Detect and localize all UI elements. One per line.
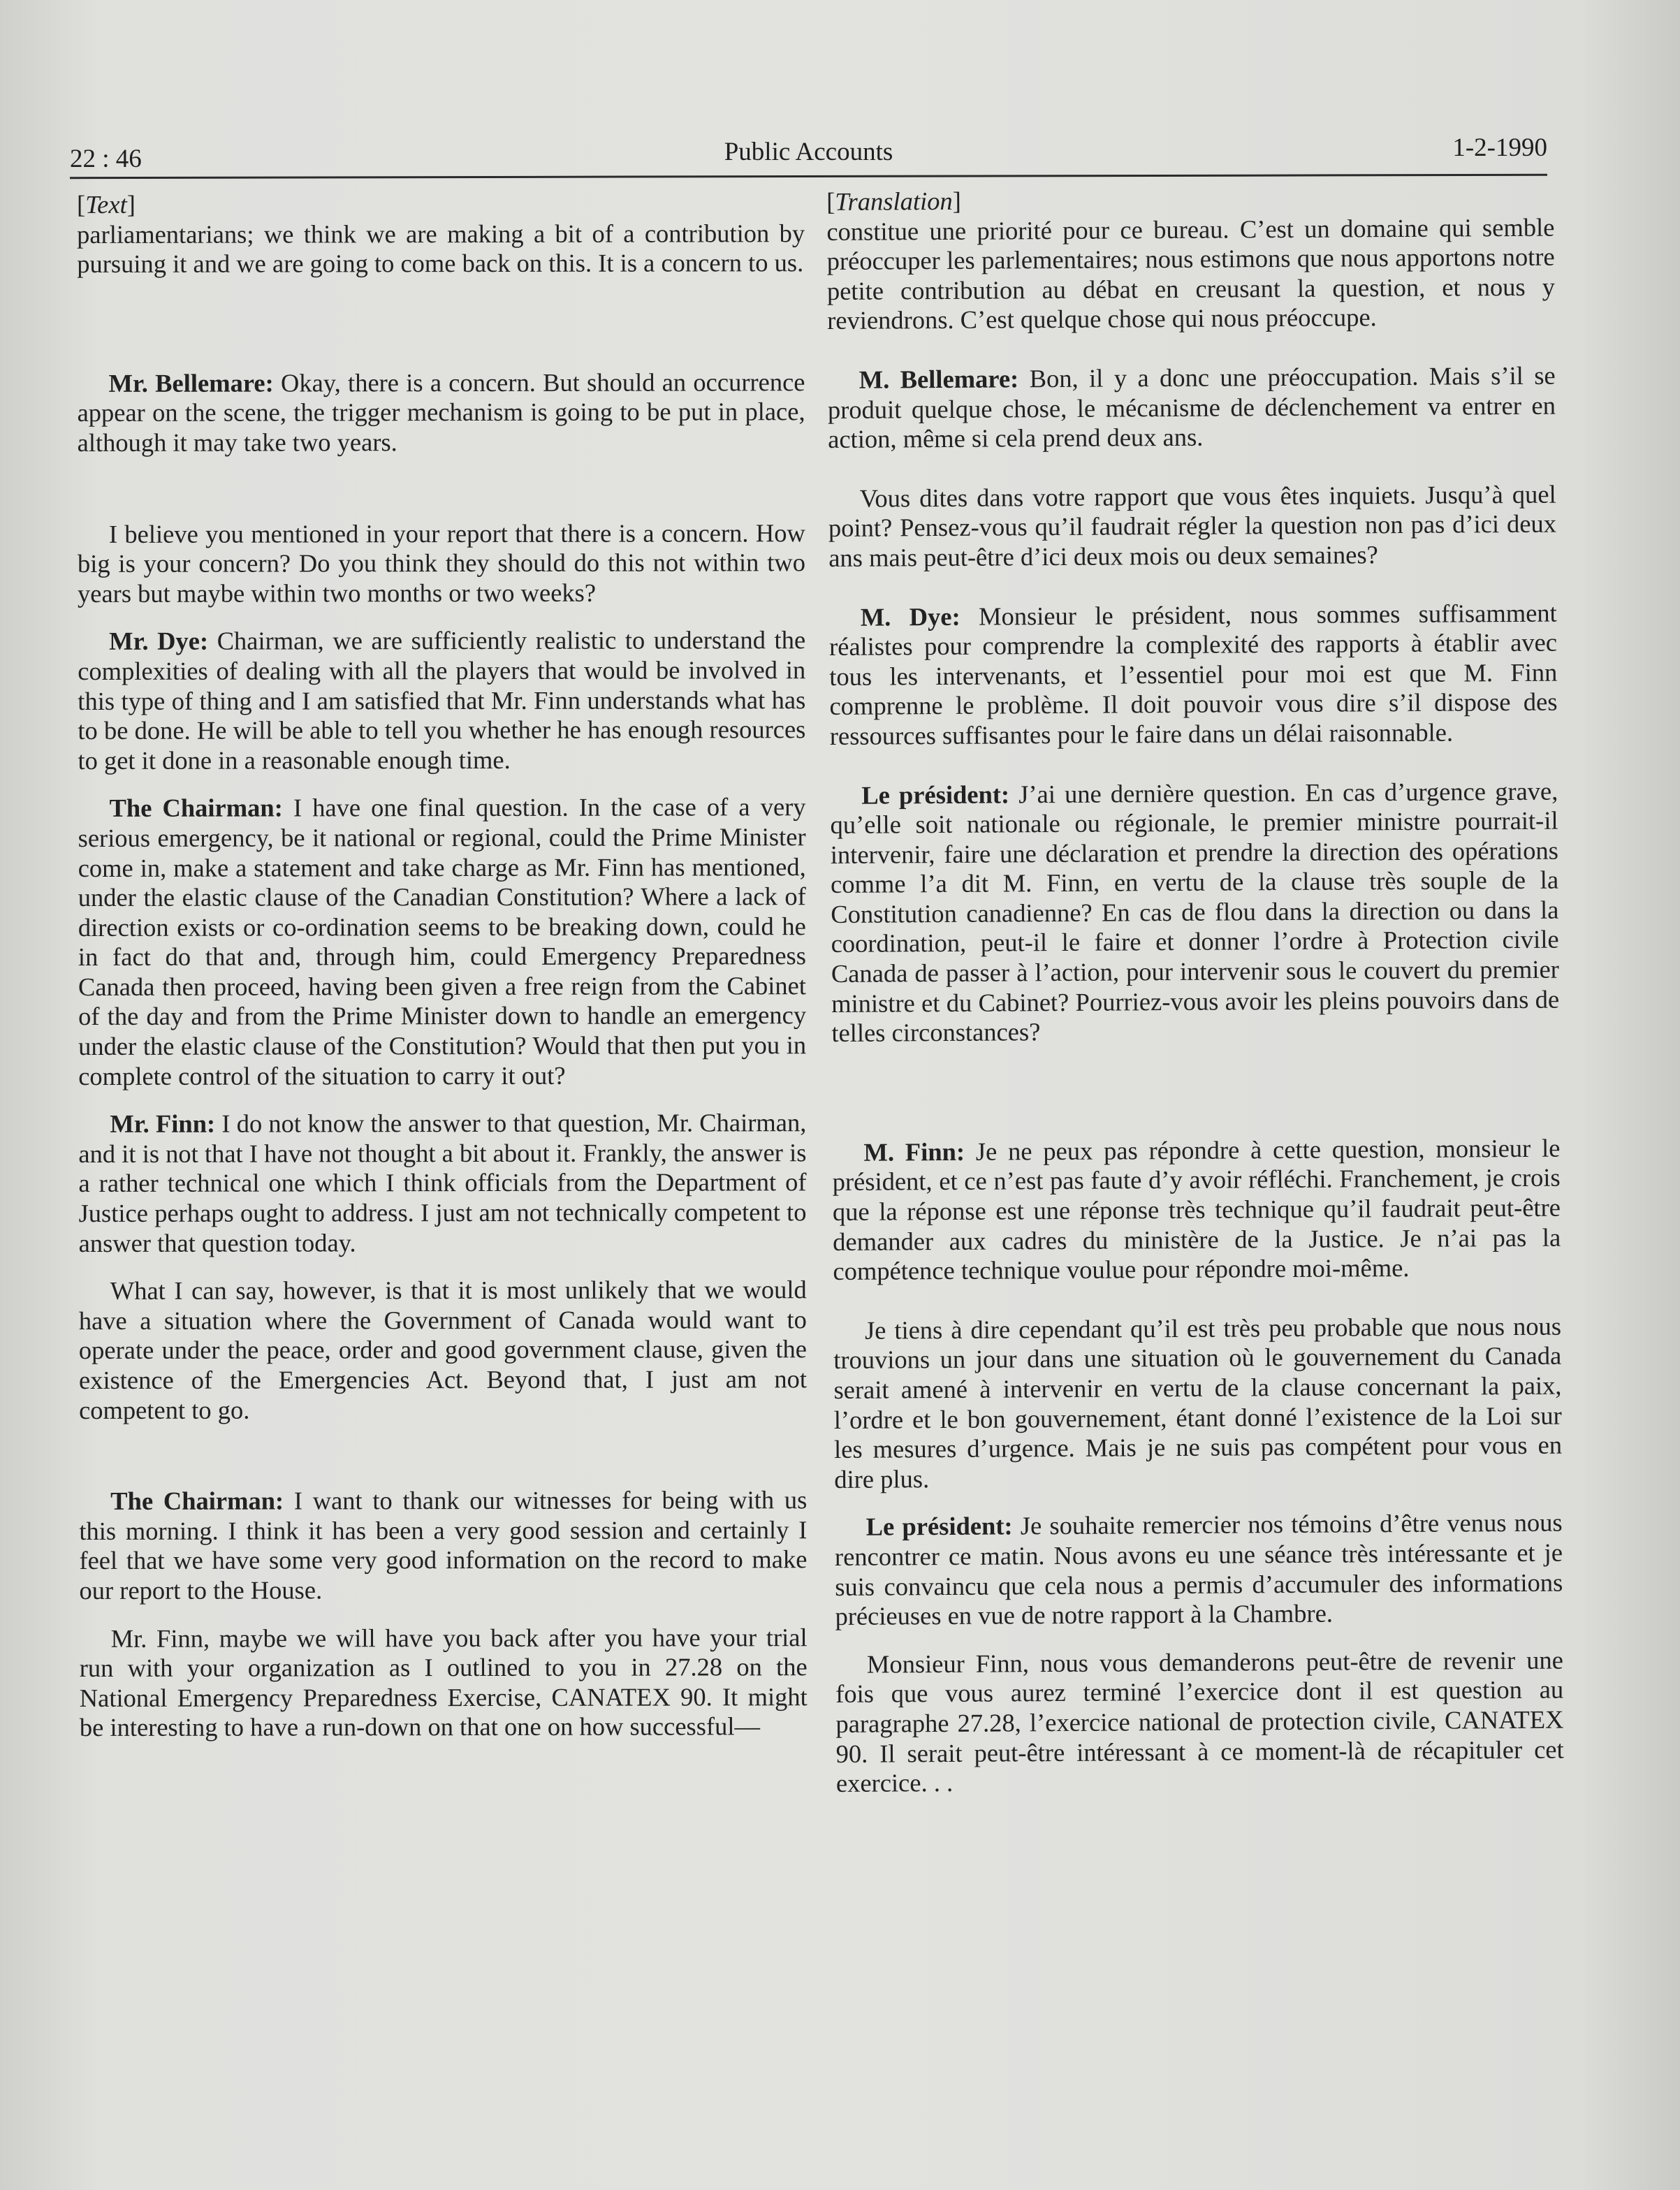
- speaker-name: M. Dye:: [860, 601, 960, 632]
- paragraph: What I can say, however, is that it is most unlikely that we would have a situation where the Government of Canada would want to operate under the peace, order and good government clause, given the existence of the Emergencies Act. Beyond that, I just am not competent to go.: [78, 1275, 808, 1424]
- speaker-name: The Chairman:: [109, 793, 283, 823]
- language-label: [Text]: [77, 189, 136, 219]
- french-column: [826, 183, 1564, 1799]
- speaker-name: Le président:: [865, 1511, 1013, 1542]
- speech-chairman: The Chairman: I have one final question. In the case of a very serious emergency, be it national or regional, could the Prime Minister come in, make a statement and take charge as Mr. Finn has mentioned, under the elastic clause of the Canadian Constitution? Where a lack of direction exists or co-ordination seems to be breaking down, could he in fact do that and, through him, could Emergency Preparedness Canada then proceed, having been given a free reign from the Cabinet of the day and from the Prime Minister down to handle an emergency under the elastic clause of the Constitution? Would that then put you in complete control of the situation to carry it out?: [78, 792, 807, 1090]
- paragraph: parliamentarians; we think we are making a bit of a contribution by pursuing it and we are going to come back on this. It is a concern to us.: [77, 218, 805, 279]
- speech-bellemare: M. Bellemare: Bon, il y a donc une préoccupation. Mais s’il se produit quelque chose, le mécanisme de déclenchement va entrer en action, même si cela prend deux ans.: [827, 360, 1556, 454]
- paragraph: Vous dites dans votre rapport que vous êtes inquiets. Jusqu’à quel point? Pensez-vous qu’il faudrait régler la question non pas d’ici deux ans mais peut-être d’ici deux mois ou deux semaines?: [828, 479, 1557, 572]
- page-header: [70, 133, 1547, 175]
- speaker-name: Mr. Finn:: [110, 1109, 216, 1139]
- speech-dye: Mr. Dye: Chairman, we are sufficiently realistic to understand the complexities of dealing with all the players that would be involved in this type of thing and I am satisfied that Mr. Finn understands what has to be done. He will be able to tell you whether he has enough resources to get it done in a reasonable enough time.: [78, 625, 806, 775]
- speaker-name: Le président:: [861, 779, 1010, 810]
- english-column: [77, 189, 808, 1743]
- page-title: Public Accounts: [724, 138, 893, 166]
- speaker-name: M. Finn:: [863, 1137, 965, 1167]
- speech-dye: M. Dye: Monsieur le président, nous sommes suffisamment réalistes pour comprendre la complexité des rapports à établir avec tous les intervenants, et l’essentiel pour moi est que M. Finn comprenne le problème. Il doit pouvoir vous dire s’il dispose des ressources suffisantes pour le faire dans un délai raisonnable.: [828, 598, 1558, 750]
- paragraph: Mr. Finn, maybe we will have you back after you have your trial run with your organization as I outlined to you in 27.28 on the National Emergency Preparedness Exercise, CANATEX 90. It might be interesting to have a run-down on that one on how successful—: [79, 1622, 808, 1742]
- page-number: 22 : 46: [70, 145, 142, 173]
- page-date: 1-2-1990: [1452, 133, 1547, 162]
- language-label: [Translation]: [826, 186, 961, 216]
- speech-president: Le président: J’ai une dernière question. En cas d’urgence grave, qu’elle soit nationale ou régionale, le premier ministre pourrait-il intervenir, faire une déclaration et prendre la direction des opérations comme l’a dit M. Finn, en vertu de la clause très souple de la Constitution canadienne? En cas de flou dans la direction ou dans la coordination, peut-il le faire et donner l’ordre à Protection civile Canada de passer à l’action, pour intervenir sous le couvert du premier ministre et du Cabinet? Pourriez-vous avoir les pleins pouvoirs dans de telles circonstances?: [830, 776, 1560, 1048]
- speaker-name: M. Bellemare:: [859, 364, 1019, 394]
- paragraph: constitue une priorité pour ce bureau. C’est un domaine qui semble préoccuper les parlementaires; nous estimons que nous apportons notre petite contribution au débat en creusant la question, et nous y reviendrons. C’est quelque chose qui nous préoccupe.: [826, 212, 1556, 335]
- paragraph: I believe you mentioned in your report that there is a concern. How big is your concern? Do you think they should do this not within two years but maybe within two months or two weeks?: [77, 518, 805, 608]
- speech-president: Le président: Je souhaite remercier nos témoins d’être venus nous rencontrer ce matin. Nous avons eu une séance très intéressante et je suis convaincu que cela nous a permis d’accumuler des informations précieuses en vue de notre rapport à la Chambre.: [834, 1508, 1563, 1631]
- paragraph: Je tiens à dire cependant qu’il est très peu probable que nous nous trouvions un jour dans une situation où le gouvernement du Canada serait amené à intervenir en vertu de la clause concernant la paix, l’ordre et le bon gouvernement, étant donné l’existence de la Loi sur les mesures d’urgence. Mais je ne suis pas compétent pour vous en dire plus.: [833, 1311, 1563, 1494]
- speech-finn: M. Finn: Je ne peux pas répondre à cette question, monsieur le président, et ce n’est pas faute d’y avoir réfléchi. Franchement, je crois que la réponse est une réponse très technique qu’il faudrait peut-être demander aux cadres du ministère de la Justice. Je n’ai pas la compétence technique voulue pour répondre moi-même.: [832, 1133, 1561, 1286]
- speech-bellemare: Mr. Bellemare: Okay, there is a concern. But should an occurrence appear on the scene, the trigger mechanism is going to be put in place, although it may take two years.: [77, 367, 805, 457]
- speech-chairman: The Chairman: I want to thank our witnesses for being with us this morning. I think it has been a very good session and certainly I feel that we have some very good information on the record to make our report to the House.: [79, 1485, 808, 1605]
- speaker-name: Mr. Bellemare:: [108, 368, 274, 397]
- speech-finn: Mr. Finn: I do not know the answer to that question, Mr. Chairman, and it is not that I have not thought a bit about it. Frankly, the answer is a rather technical one which I think officials from the Department of Justice perhaps ought to address. I just am not technically competent to answer that question today.: [78, 1108, 807, 1257]
- speaker-name: Mr. Dye:: [109, 627, 209, 656]
- paragraph: Monsieur Finn, nous vous demanderons peut-être de revenir une fois que vous aurez terminé l’exercice dont il est question au paragraphe 27.28, l’exercice national de protection civile, CANATEX 90. Il serait peut-être intéressant à ce moment-là de récapituler cet exercice. . .: [835, 1645, 1564, 1798]
- speaker-name: The Chairman:: [110, 1486, 284, 1516]
